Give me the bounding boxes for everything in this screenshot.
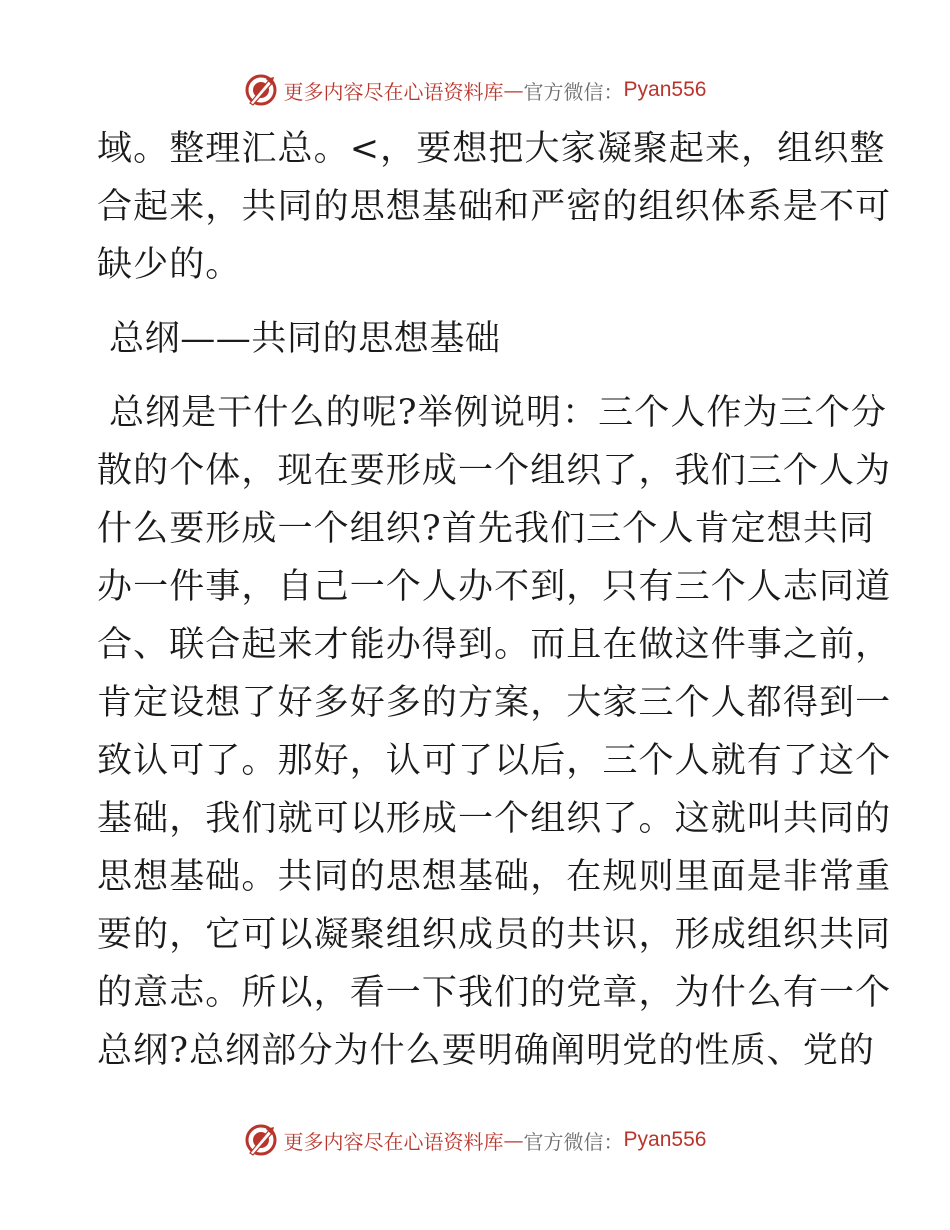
text-line: 合起来，共同的思想基础和严密的组织体系是不可 bbox=[97, 187, 892, 227]
text-line: 什么要形成一个组织?首先我们三个人肯定想共同 bbox=[97, 509, 875, 549]
banner-dash: — bbox=[503, 78, 524, 102]
text-line: 散的个体，现在要形成一个组织了，我们三个人为 bbox=[97, 451, 892, 491]
banner-wechat-id: Pyan556 bbox=[623, 1128, 707, 1151]
text-line: 总纲是干什么的呢?举例说明：三个人作为三个分 bbox=[109, 393, 887, 433]
banner-main-text: 更多内容尽在心语资料库 bbox=[283, 1129, 504, 1154]
feather-circle-logo-icon bbox=[244, 73, 278, 107]
text-line: 肯定设想了好多好多的方案，大家三个人都得到一 bbox=[97, 683, 892, 723]
text-line: 办一件事，自己一个人办不到，只有三个人志同道 bbox=[97, 567, 892, 607]
footer-banner bbox=[0, 1120, 950, 1160]
text-line: 域。整理汇总。<，要想把大家凝聚起来，组织整 bbox=[97, 129, 886, 169]
feather-circle-logo-icon bbox=[244, 1123, 278, 1157]
text-line: 要的，它可以凝聚组织成员的共识，形成组织共同 bbox=[97, 915, 892, 955]
text-line: 总纲?总纲部分为什么要明确阐明党的性质、党的 bbox=[97, 1031, 875, 1071]
paragraph-2 bbox=[97, 384, 892, 1080]
document-body bbox=[97, 120, 892, 1080]
text-line: 缺少的。 bbox=[97, 245, 242, 285]
text-line: 基础，我们就可以形成一个组织了。这就叫共同的 bbox=[97, 799, 892, 839]
text-line: 致认可了。那好，认可了以后，三个人就有了这个 bbox=[97, 741, 892, 781]
header-banner bbox=[0, 70, 950, 110]
banner-sub-text: 官方微信： bbox=[523, 79, 624, 104]
banner-sub-text: 官方微信： bbox=[523, 1129, 624, 1154]
banner-dash: — bbox=[503, 1128, 524, 1152]
text-line: 的意志。所以，看一下我们的党章，为什么有一个 bbox=[97, 973, 892, 1013]
text-line: 思想基础。共同的思想基础，在规则里面是非常重 bbox=[97, 857, 892, 897]
banner-main-text: 更多内容尽在心语资料库 bbox=[283, 79, 504, 104]
banner-wechat-id: Pyan556 bbox=[623, 78, 707, 101]
section-heading: 总纲——共同的思想基础 bbox=[109, 319, 501, 359]
text-line: 合、联合起来才能办得到。而且在做这件事之前， bbox=[97, 625, 892, 665]
paragraph-1 bbox=[97, 120, 892, 294]
